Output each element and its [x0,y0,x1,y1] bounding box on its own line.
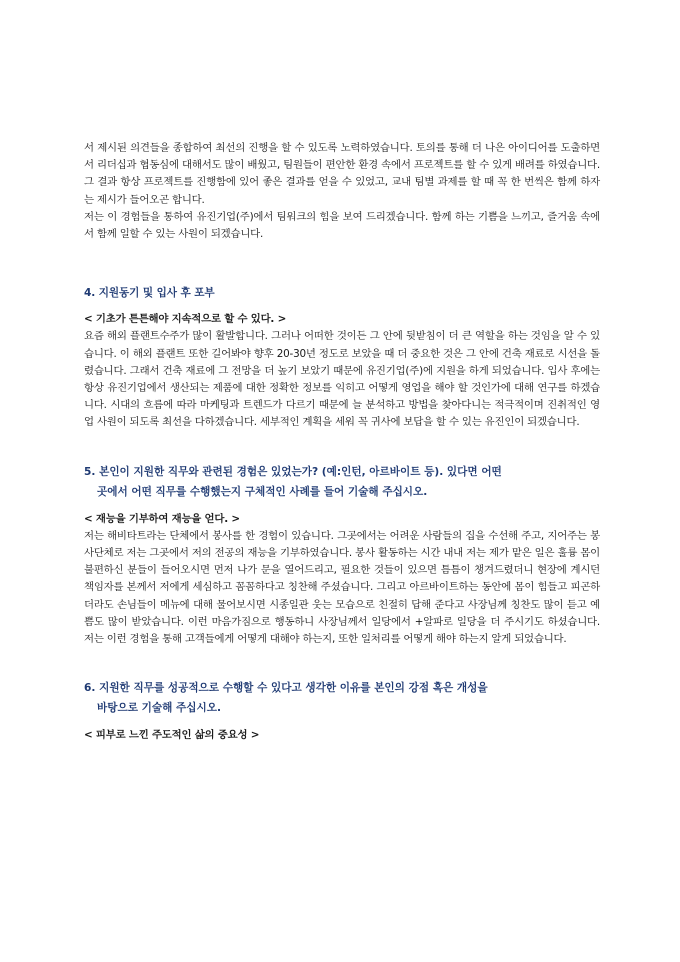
document-content [84,140,600,744]
intro-paragraph-2: 저는 이 경험들을 통하여 유진기업(주)에서 팀워크의 힘을 보여 드리겠습니다. 함께 하는 기쁨을 느끼고, 즐거움 속에서 함께 일할 수 있는 사원이 되겠습니다. [84,210,600,241]
section5-heading-line1: 5. 본인이 지원한 직무와 관련된 경험은 있었는가? (예:인턴, 아르바이트 등). 있다면 어떤 [84,465,502,478]
section4-body: 요즘 해외 플랜트수주가 많이 활발합니다. 그러나 어떠한 것이든 그 안에 뒷받침이 더 큰 역할을 하는 것임을 알 수 있습니다. 이 해외 플랜트 또한 길어봐야 향후 20-30년 정도로 보았을 때 더 중요한 것은 그 안에 건축 재료로 시선을 돌렸습니다. 그래서 건축 재료에 그 전망을 더 높기 보았기 때문에 유진기업(주)에 지원을 하게 되었습니다. 입사 후에는 항상 유진기업에서 생산되는 제품에 대한 정확한 정보를 익히고 어떻게 영업을 해야 할 것인가에 대해 연구를 하겠습니다. 시대의 흐름에 따라 마케팅과 트렌드가 다르기 때문에 늘 분석하고 방법을 찾아다니는 적극적이며 진취적인 영업 사원이 되도록 최선을 다하겠습니다. 세부적인 계획을 세워 꼭 귀사에 보답을 할 수 있는 유진인이 되겠습니다. [84,330,600,429]
section4-subtitle: < 기초가 튼튼해야 지속적으로 할 수 있다. > [84,313,287,326]
section5-body: 저는 해비타트라는 단체에서 봉사를 한 경험이 있습니다. 그곳에서는 어려운 사람들의 집을 수선해 주고, 지어주는 봉사단체로 저는 그곳에서 저의 전공의 재능을 기부하였습니다. 봉사 활동하는 시간 내내 저는 제가 맡은 일은 훌륭 몸이 불편하신 분들이 들어오시면 먼저 나가 문을 열어드리고, 필요한 것들이 있으면 틈틈이 챙겨드렸더니 현장에 계시던 책임자를 본께서 저에게 세심하고 꼼꼼하다고 칭찬해 주셨습니다. 그리고 아르바이트하는 동안에 몸이 힘들고 피곤하더라도 손님들이 메뉴에 대해 물어보시면 시종일관 웃는 모습으로 친절히 답해 준다고 사장님께 칭찬도 많이 듣고 예쁨도 많이 받았습니다. 이런 마음가짐으로 행동하니 사장님께서 일당에서 +알파로 일당을 더 주시기도 하셨습니다. 저는 이런 경험을 통해 고객들에게 어떻게 대해야 하는지, 또한 일처리를 어떻게 해야 하는지 알게 되었습니다. [84,529,600,646]
section5-subtitle: < 재능을 기부하여 재능을 얻다. > [84,512,240,525]
section6-heading-line1: 6. 지원한 직무를 성공적으로 수행할 수 있다고 생각한 이유를 본인의 강점 혹은 개성을 [84,682,488,695]
section5-heading-line2: 곳에서 어떤 직무를 수행했는지 구체적인 사례를 들어 기술해 주십시오. [97,485,428,498]
section4-heading: 4. 지원동기 및 입사 후 포부 [84,287,215,300]
section6-heading-line2: 바탕으로 기술해 주십시오. [97,702,221,715]
section6-subtitle: < 피부로 느낀 주도적인 삶의 중요성 > [84,729,260,742]
intro-paragraph-1: 서 제시된 의견들을 종합하여 최선의 진행을 할 수 있도록 노력하였습니다. 토의를 통해 더 나은 아이디어를 도출하면서 리더십과 협동심에 대해서도 많이 배웠고, 팀원들이 편안한 환경 속에서 프로젝트를 할 수 있게 배려를 하였습니다. 그 결과 항상 프로젝트를 진행함에 있어 좋은 결과를 얻을 수 있었고, 교내 팀별 과제를 할 때 꼭 한 번씩은 함께 하자는 제시가 들어오곤 합니다. [84,142,600,206]
